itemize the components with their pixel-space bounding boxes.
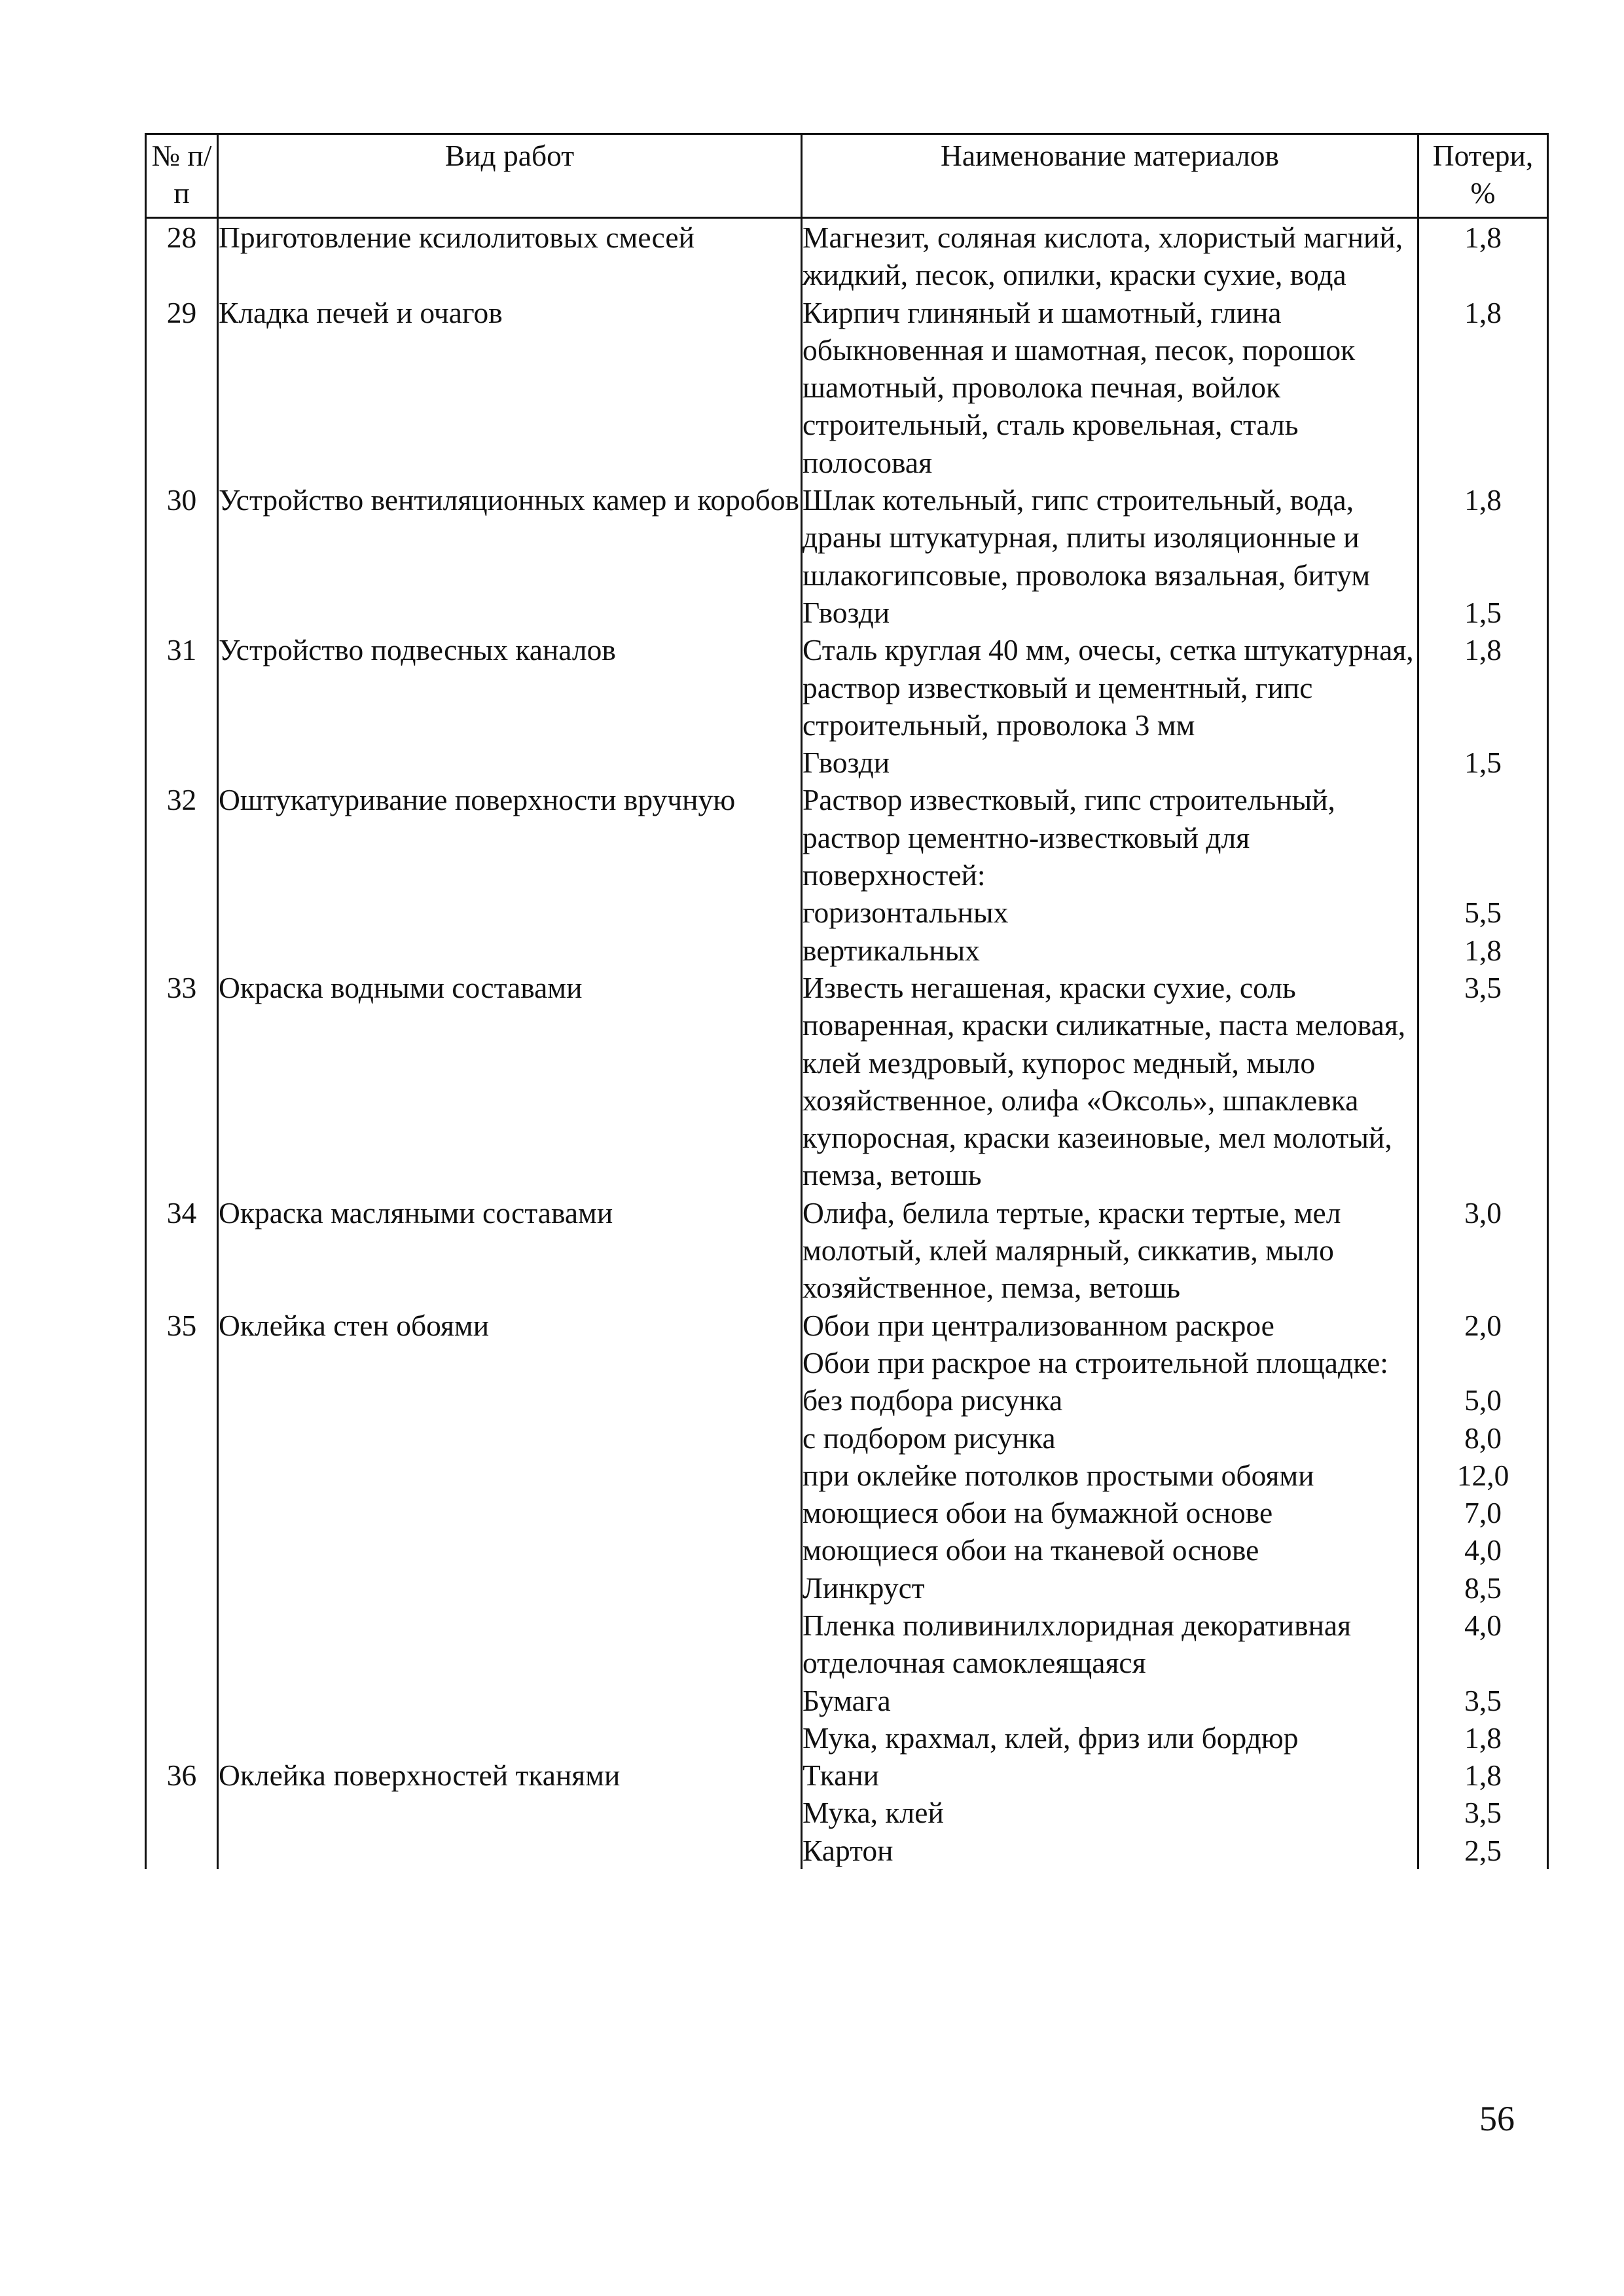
- work-type: [218, 894, 802, 931]
- materials: Пленка поливинилхлоридная декоративная отделочная самоклеящаяся: [802, 1607, 1418, 1682]
- row-number: [146, 1832, 218, 1869]
- table-row: [146, 1419, 1548, 1457]
- loss-percent: 1,8: [1418, 932, 1548, 969]
- materials: Шлак котельный, гипс строительный, вода, драны штукатурная, плиты изоляционные и шлакогипсовые, проволока вязальная, битум: [802, 481, 1418, 594]
- materials: моющиеся обои на тканевой основе: [802, 1531, 1418, 1569]
- table-row: [146, 744, 1548, 781]
- table-row: [146, 1607, 1548, 1682]
- loss-percent: 12,0: [1418, 1457, 1548, 1494]
- materials: Мука, клей: [802, 1794, 1418, 1831]
- row-number: [146, 1344, 218, 1381]
- materials: Гвозди: [802, 594, 1418, 631]
- table-row: [146, 781, 1548, 894]
- table-row: [146, 1832, 1548, 1869]
- table-row: [146, 1719, 1548, 1757]
- row-number: 34: [146, 1194, 218, 1307]
- work-type: [218, 1344, 802, 1381]
- work-type: Кладка печей и очагов: [218, 294, 802, 481]
- material-losses-table: [145, 133, 1549, 1869]
- header-work-type: Вид работ: [218, 134, 802, 218]
- work-type: Окраска масляными составами: [218, 1194, 802, 1307]
- row-number: 35: [146, 1307, 218, 1344]
- work-type: [218, 1457, 802, 1494]
- row-number: [146, 1607, 218, 1682]
- loss-percent: 5,0: [1418, 1381, 1548, 1419]
- row-number: [146, 894, 218, 931]
- table-row: [146, 1757, 1548, 1794]
- loss-percent: 7,0: [1418, 1494, 1548, 1531]
- header-materials: Наименование материалов: [802, 134, 1418, 218]
- work-type: Устройство подвесных каналов: [218, 631, 802, 744]
- loss-percent: 3,5: [1418, 969, 1548, 1194]
- work-type: [218, 1569, 802, 1607]
- loss-percent: 2,5: [1418, 1832, 1548, 1869]
- page-number: 56: [1479, 2099, 1515, 2138]
- materials: Известь негашеная, краски сухие, соль поваренная, краски силикатные, паста меловая, клей мездровый, купорос медный, мыло хозяйственное, олифа «Оксоль», шпаклевка купоросная, краски казеиновые, мел молотый, пемза, ветошь: [802, 969, 1418, 1194]
- table-row: [146, 218, 1548, 294]
- row-number: [146, 932, 218, 969]
- table-row: [146, 1381, 1548, 1419]
- work-type: Устройство вентиляционных камер и коробов: [218, 481, 802, 594]
- header-losses: Потери, %: [1418, 134, 1548, 218]
- loss-percent: [1418, 781, 1548, 894]
- loss-percent: 3,5: [1418, 1682, 1548, 1719]
- table-row: [146, 1307, 1548, 1344]
- table-row: [146, 1494, 1548, 1531]
- loss-percent: 3,5: [1418, 1794, 1548, 1831]
- materials: Мука, крахмал, клей, фриз или бордюр: [802, 1719, 1418, 1757]
- row-number: 28: [146, 218, 218, 294]
- materials: Линкруст: [802, 1569, 1418, 1607]
- table-row: [146, 1457, 1548, 1494]
- loss-percent: 1,8: [1418, 294, 1548, 481]
- table-header-row: [146, 134, 1548, 218]
- row-number: [146, 1494, 218, 1531]
- table-row: [146, 1569, 1548, 1607]
- row-number: [146, 1457, 218, 1494]
- table-row: [146, 1531, 1548, 1569]
- loss-percent: 1,8: [1418, 631, 1548, 744]
- loss-percent: 1,5: [1418, 744, 1548, 781]
- loss-percent: 1,8: [1418, 218, 1548, 294]
- loss-percent: 1,8: [1418, 1719, 1548, 1757]
- table-row: [146, 1794, 1548, 1831]
- materials: Ткани: [802, 1757, 1418, 1794]
- materials: горизонтальных: [802, 894, 1418, 931]
- loss-percent: 1,8: [1418, 481, 1548, 594]
- header-number: № п/п: [146, 134, 218, 218]
- work-type: Оштукатуривание поверхности вручную: [218, 781, 802, 894]
- row-number: 30: [146, 481, 218, 594]
- row-number: [146, 1531, 218, 1569]
- row-number: [146, 1794, 218, 1831]
- materials: Сталь круглая 40 мм, очесы, сетка штукатурная, раствор известковый и цементный, гипс строительный, проволока 3 мм: [802, 631, 1418, 744]
- work-type: [218, 1719, 802, 1757]
- loss-percent: 1,8: [1418, 1757, 1548, 1794]
- materials: Картон: [802, 1832, 1418, 1869]
- work-type: Оклейка стен обоями: [218, 1307, 802, 1344]
- materials: Олифа, белила тертые, краски тертые, мел молотый, клей малярный, сиккатив, мыло хозяйственное, пемза, ветошь: [802, 1194, 1418, 1307]
- materials: Раствор известковый, гипс строительный, раствор цементно-известковый для поверхностей:: [802, 781, 1418, 894]
- table-row: [146, 969, 1548, 1194]
- materials: Бумага: [802, 1682, 1418, 1719]
- table-row: [146, 294, 1548, 481]
- work-type: [218, 744, 802, 781]
- materials: без подбора рисунка: [802, 1381, 1418, 1419]
- row-number: [146, 1381, 218, 1419]
- row-number: [146, 1419, 218, 1457]
- row-number: 31: [146, 631, 218, 744]
- table-row: [146, 594, 1548, 631]
- materials: Гвозди: [802, 744, 1418, 781]
- work-type: [218, 1607, 802, 1682]
- work-type: Приготовление ксилолитовых смесей: [218, 218, 802, 294]
- row-number: [146, 594, 218, 631]
- materials: при оклейке потолков простыми обоями: [802, 1457, 1418, 1494]
- loss-percent: 4,0: [1418, 1607, 1548, 1682]
- table-row: [146, 1682, 1548, 1719]
- materials: Кирпич глиняный и шамотный, глина обыкновенная и шамотная, песок, порошок шамотный, проволока печная, войлок строительный, сталь кровельная, сталь полосовая: [802, 294, 1418, 481]
- work-type: [218, 1531, 802, 1569]
- row-number: 32: [146, 781, 218, 894]
- materials: Обои при раскрое на строительной площадке:: [802, 1344, 1418, 1381]
- loss-percent: 8,0: [1418, 1419, 1548, 1457]
- table-row: [146, 932, 1548, 969]
- loss-percent: 3,0: [1418, 1194, 1548, 1307]
- table-row: [146, 894, 1548, 931]
- materials: вертикальных: [802, 932, 1418, 969]
- materials: Магнезит, соляная кислота, хлористый магний, жидкий, песок, опилки, краски сухие, вода: [802, 218, 1418, 294]
- row-number: 33: [146, 969, 218, 1194]
- work-type: [218, 1682, 802, 1719]
- work-type: [218, 932, 802, 969]
- materials: моющиеся обои на бумажной основе: [802, 1494, 1418, 1531]
- row-number: [146, 1569, 218, 1607]
- row-number: [146, 744, 218, 781]
- loss-percent: 8,5: [1418, 1569, 1548, 1607]
- row-number: 36: [146, 1757, 218, 1794]
- loss-percent: 2,0: [1418, 1307, 1548, 1344]
- work-type: Оклейка поверхностей тканями: [218, 1757, 802, 1794]
- work-type: [218, 1381, 802, 1419]
- work-type: Окраска водными составами: [218, 969, 802, 1194]
- loss-percent: 4,0: [1418, 1531, 1548, 1569]
- work-type: [218, 594, 802, 631]
- work-type: [218, 1832, 802, 1869]
- table-row: [146, 481, 1548, 594]
- work-type: [218, 1794, 802, 1831]
- row-number: [146, 1682, 218, 1719]
- table-row: [146, 631, 1548, 744]
- loss-percent: [1418, 1344, 1548, 1381]
- materials: с подбором рисунка: [802, 1419, 1418, 1457]
- materials: Обои при централизованном раскрое: [802, 1307, 1418, 1344]
- table-row: [146, 1194, 1548, 1307]
- table-row: [146, 1344, 1548, 1381]
- row-number: [146, 1719, 218, 1757]
- work-type: [218, 1419, 802, 1457]
- loss-percent: 5,5: [1418, 894, 1548, 931]
- work-type: [218, 1494, 802, 1531]
- loss-percent: 1,5: [1418, 594, 1548, 631]
- row-number: 29: [146, 294, 218, 481]
